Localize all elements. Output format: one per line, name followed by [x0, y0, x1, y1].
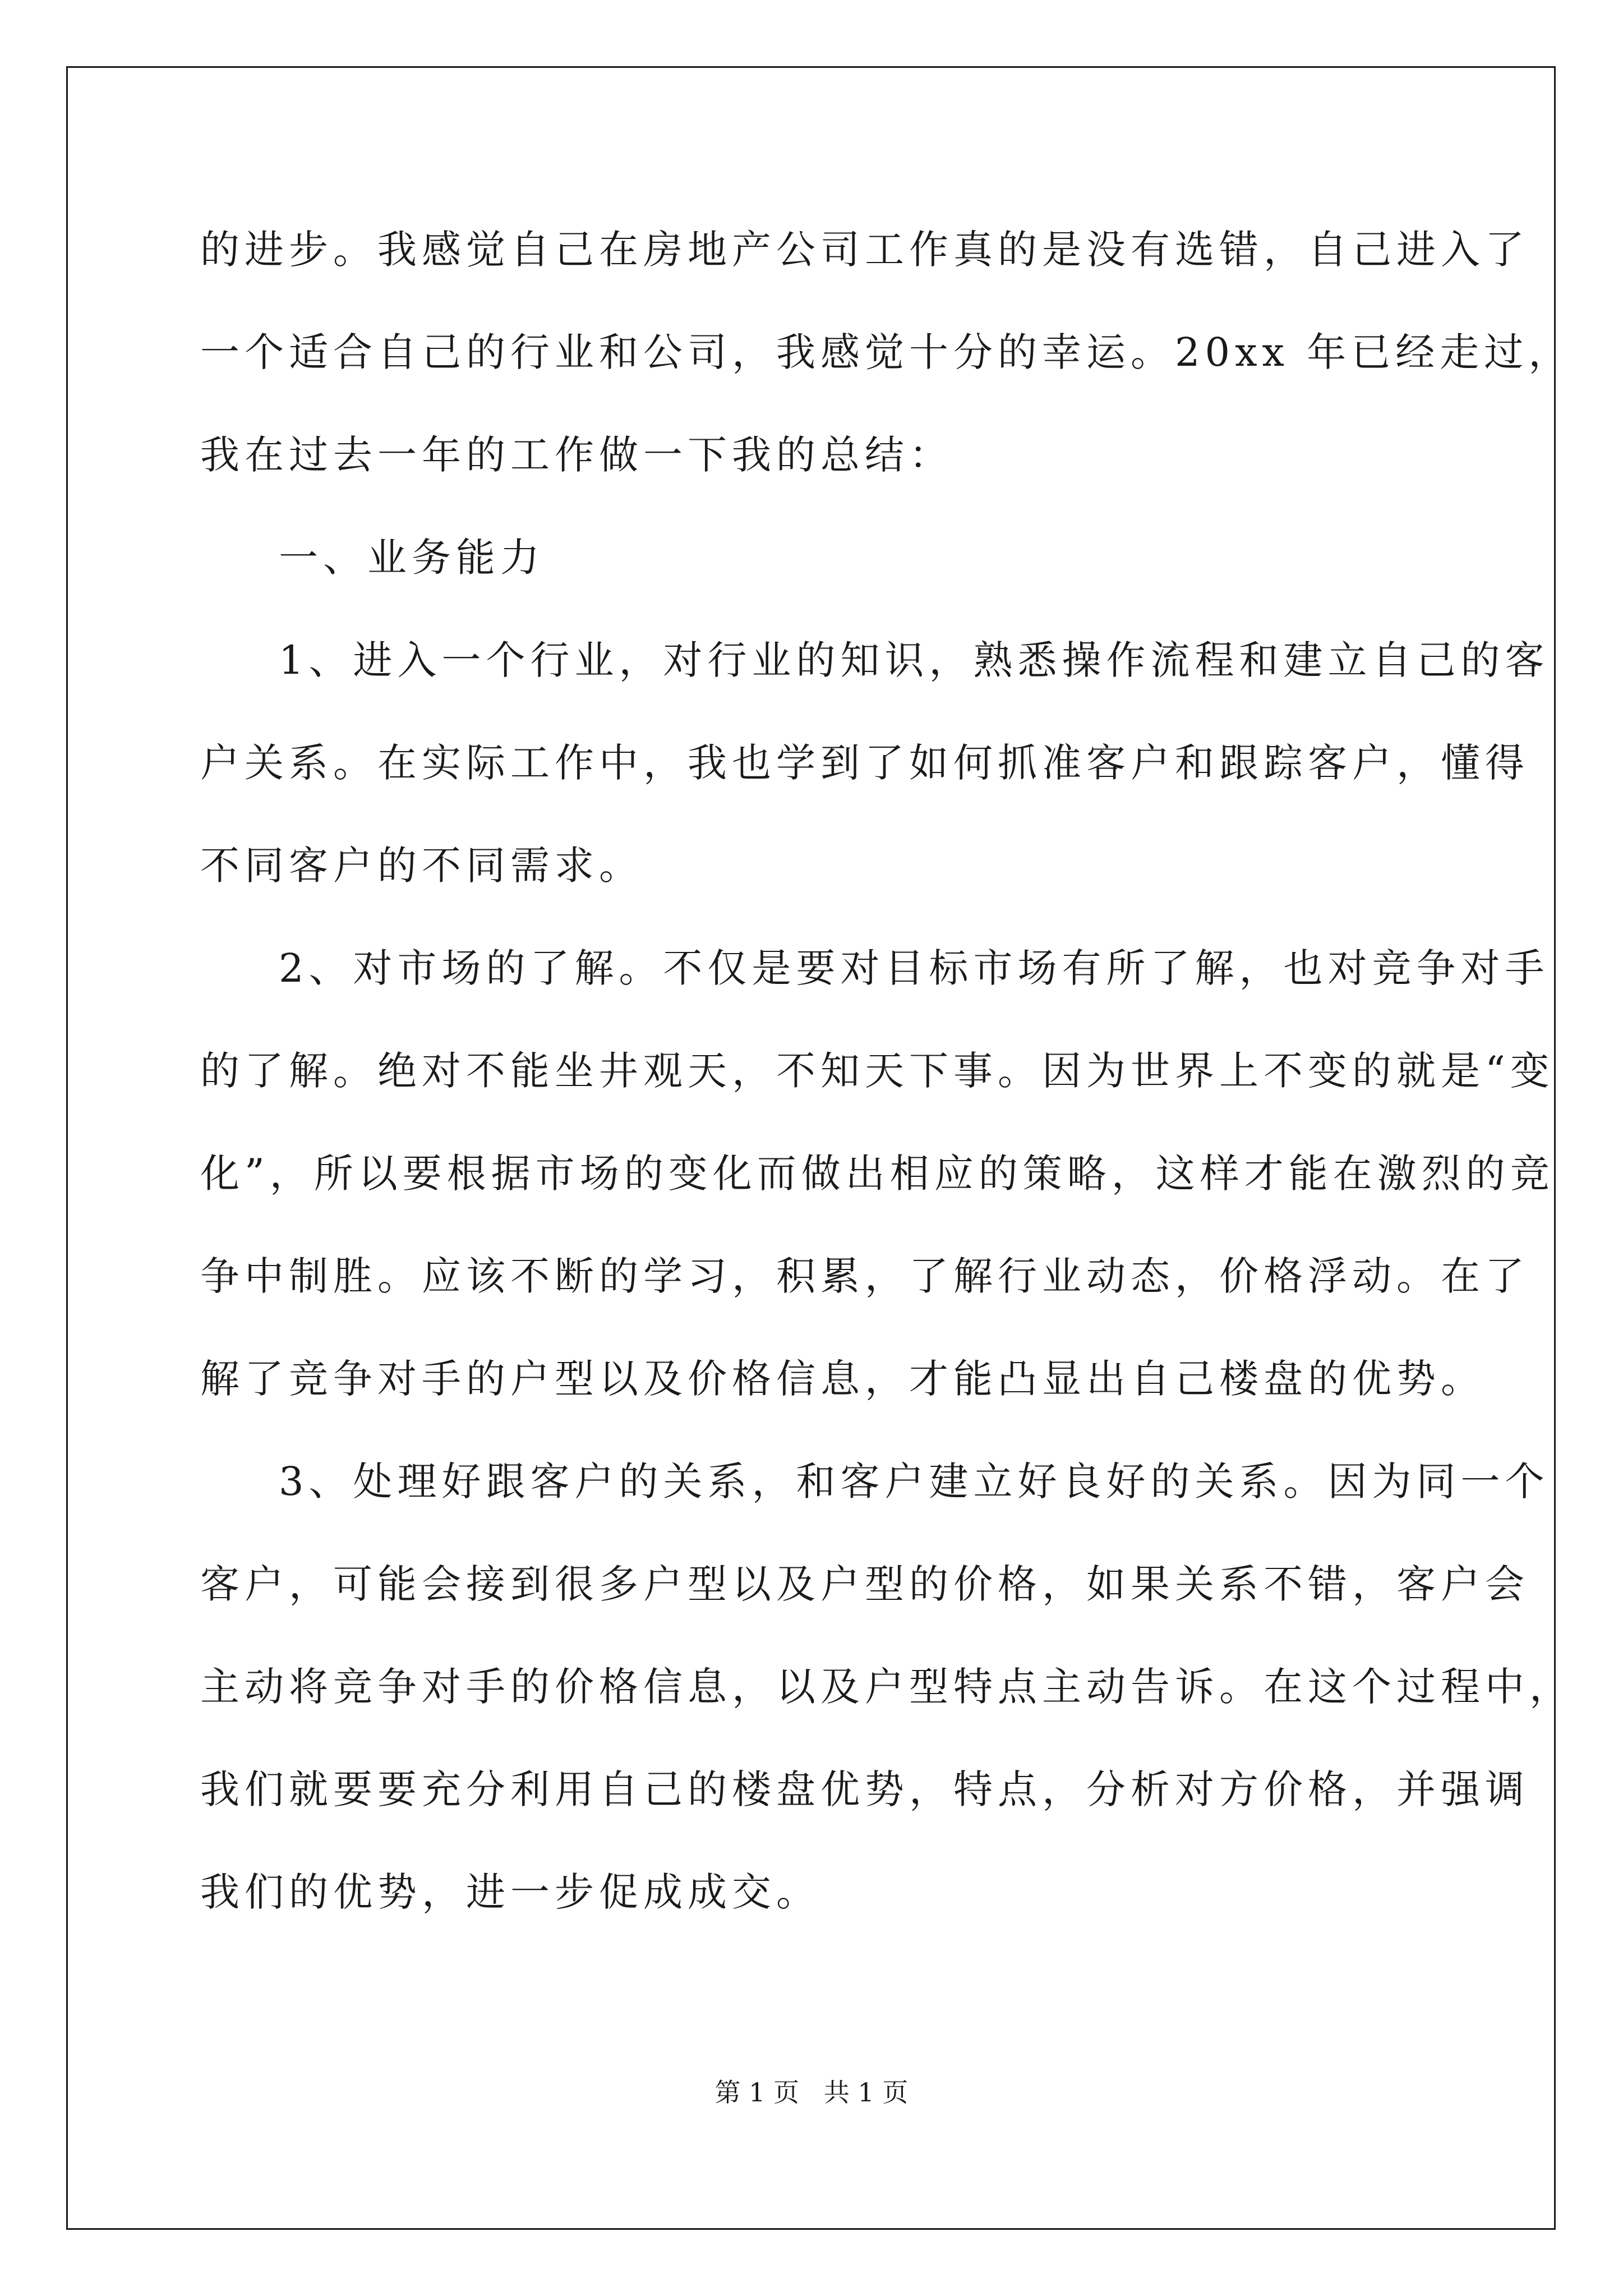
body-line-8: 2、对市场的了解。不仅是要对目标市场有所了解，也对竞争对手: [279, 945, 1550, 991]
body-line-13: 3、处理好跟客户的关系，和客户建立好良好的关系。因为同一个: [279, 1458, 1550, 1504]
section-heading: 一、业务能力: [279, 535, 545, 581]
body-line-15: 主动将竞争对手的价格信息，以及户型特点主动告诉。在这个过程中，: [200, 1664, 1574, 1710]
body-line-2: 一个适合自己的行业和公司，我感觉十分的幸运。20xx 年已经走过，: [200, 329, 1573, 375]
body-line-12: 解了竞争对手的户型以及价格信息，才能凸显出自己楼盘的优势。: [200, 1356, 1485, 1402]
body-line-17: 我们的优势，进一步促成成交。: [200, 1869, 820, 1915]
body-line-1: 的进步。我感觉自己在房地产公司工作真的是没有选错，自己进入了: [200, 227, 1529, 273]
body-line-6: 户关系。在实际工作中，我也学到了如何抓准客户和跟踪客户，懂得: [200, 740, 1529, 786]
body-line-14: 客户，可能会接到很多户型以及户型的价格，如果关系不错，客户会: [200, 1561, 1529, 1607]
body-line-9: 的了解。绝对不能坐井观天，不知天下事。因为世界上不变的就是“变: [200, 1048, 1555, 1094]
body-line-7: 不同客户的不同需求。: [200, 843, 643, 889]
body-line-5: 1、进入一个行业，对行业的知识，熟悉操作流程和建立自己的客: [279, 637, 1550, 683]
body-line-16: 我们就要要充分利用自己的楼盘优势，特点，分析对方价格，并强调: [200, 1766, 1529, 1812]
body-line-10: 化”，所以要根据市场的变化而做出相应的策略，这样才能在激烈的竞: [200, 1151, 1555, 1197]
page-number: 第 1 页 共 1 页: [714, 2077, 909, 2108]
body-line-11: 争中制胜。应该不断的学习，积累，了解行业动态，价格浮动。在了: [200, 1253, 1529, 1299]
body-line-3: 我在过去一年的工作做一下我的总结：: [200, 432, 953, 478]
page-footer: [0, 2076, 1623, 2109]
